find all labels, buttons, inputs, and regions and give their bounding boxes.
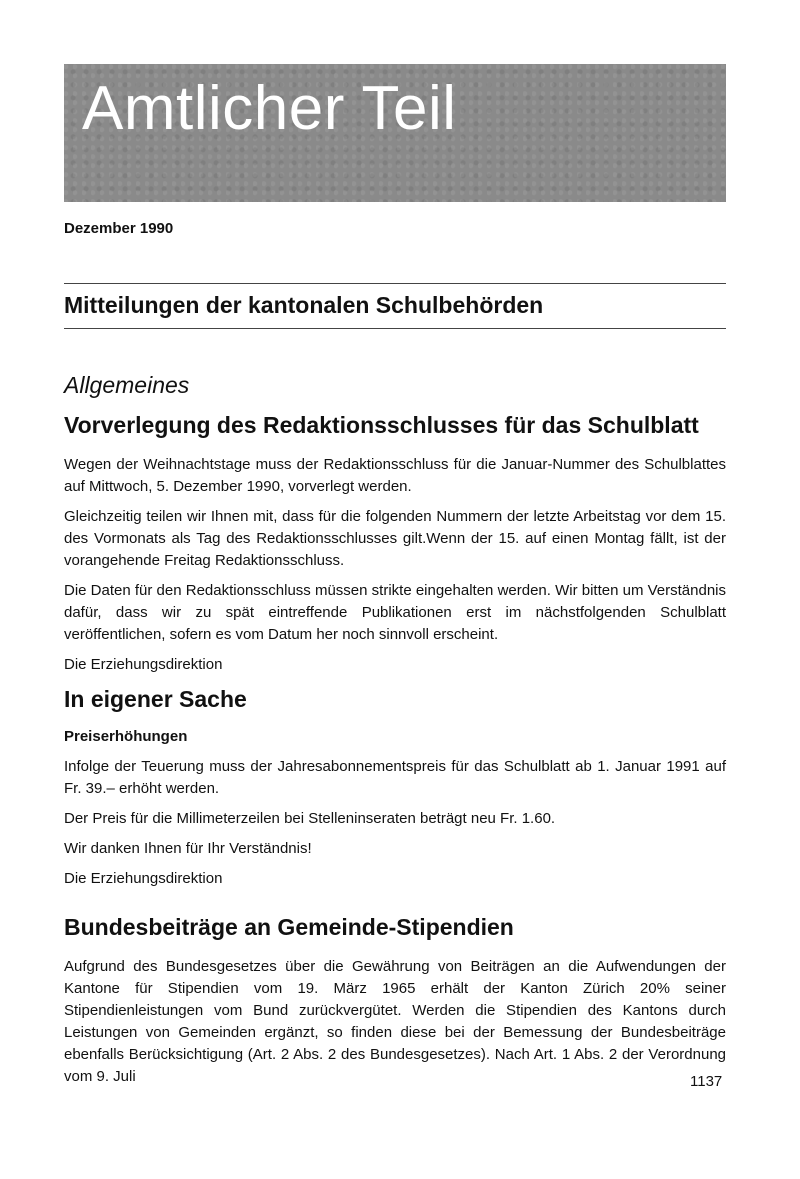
category-label: Allgemeines bbox=[64, 372, 190, 398]
article-paragraph: Aufgrund des Bundesgesetzes über die Gewährung von Beiträgen an die Aufwendungen der Kantone für Stipendien vom 19. März 1965 erhält der Kanton Zürich 20% seiner Stipendienleistungen vom Bund zurückvergütet. Werden die Stipendien des Kantons durch Leistungen von Gemeinden ergänzt, so finden diese bei der Bemessung der Bundesbeiträge ebenfalls Berücksichtigung (Art. 2 Abs. 2 des Bundesgesetzes). Nach Art. 1 Abs. 2 der Verordnung vom 9. Juli bbox=[64, 958, 726, 1085]
article-paragraph: Wegen der Weihnachtstage muss der Redaktionsschluss für die Januar-Nummer des Schulblattes auf Mittwoch, 5. Dezember 1990, vorverlegt werden. bbox=[64, 456, 726, 495]
article-paragraph: Die Daten für den Redaktionsschluss müssen strikte eingehalten werden. Wir bitten um Verständnis dafür, dass wir zu spät eintreffende Publikationen erst im nächstfolgenden Schulblatt veröffentlichen, sofern es vom Datum her noch sinnvoll erscheint. bbox=[64, 582, 726, 643]
section-heading: Mitteilungen der kantonalen Schulbehörden bbox=[64, 292, 544, 318]
article-paragraph: Gleichzeitig teilen wir Ihnen mit, dass für die folgenden Nummern der letzte Arbeitstag vor dem 15. des Vormonats als Tag des Redaktionsschlusses gilt.Wenn der 15. auf einen Montag fällt, ist der vorangehende Freitag Redaktionsschluss. bbox=[64, 508, 726, 569]
article-in-eigener-sache bbox=[64, 684, 726, 890]
divider-top bbox=[64, 283, 726, 284]
issue-date: Dezember 1990 bbox=[64, 220, 174, 237]
article-paragraph: Der Preis für die Millimeterzeilen bei Stelleninseraten beträgt neu Fr. 1.60. bbox=[64, 810, 556, 827]
article-signature: Die Erziehungsdirektion bbox=[64, 656, 223, 673]
header-banner bbox=[64, 64, 726, 202]
banner-title: Amtlicher Teil bbox=[82, 74, 457, 143]
divider-bottom bbox=[64, 328, 726, 329]
article-redaktionsschluss bbox=[64, 410, 726, 676]
article-title: Bundesbeiträge an Gemeinde-Stipendien bbox=[64, 914, 514, 940]
page-number: 1137 bbox=[690, 1073, 723, 1090]
article-paragraph: Wir danken Ihnen für Ihr Verständnis! bbox=[64, 840, 312, 857]
article-title: In eigener Sache bbox=[64, 686, 247, 712]
article-subtitle: Preiserhöhungen bbox=[64, 728, 188, 745]
article-bundesbeitraege bbox=[64, 912, 726, 1088]
article-signature: Die Erziehungsdirektion bbox=[64, 870, 223, 887]
article-paragraph: Infolge der Teuerung muss der Jahresabonnementspreis für das Schulblatt ab 1. Januar 1991 auf Fr. 39.– erhöht werden. bbox=[64, 758, 726, 797]
article-title: Vorverlegung des Redaktionsschlusses für das Schulblatt bbox=[64, 412, 699, 438]
